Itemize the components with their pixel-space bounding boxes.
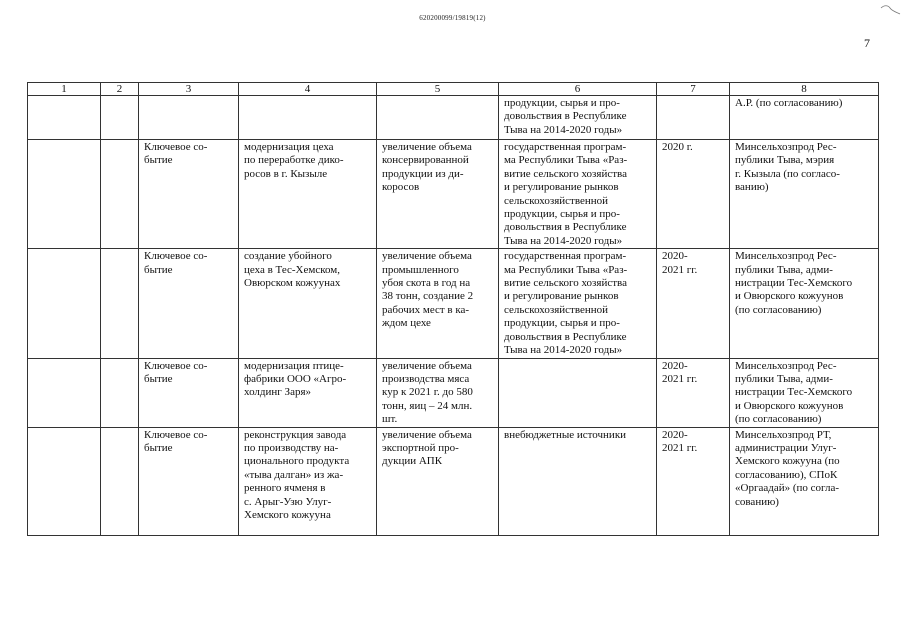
column-number-header: 7 — [657, 83, 730, 96]
table-cell-source: продукции, сырья и про- довольствия в Республике Тыва на 2014-2020 годы» — [499, 96, 657, 140]
table-cell-col1 — [28, 249, 101, 358]
table-cell-source: государственная програм- ма Республики Тыва «Раз- витие сельского хозяйства и регулирование рынков сельскохозяйственной продукции, сырья и про- довольствия в Республике Тыва на 2014-2020 годы» — [499, 140, 657, 249]
table-cell-period — [657, 96, 730, 140]
table-cell-responsible: Минсельхозпрод Рес- публики Тыва, адми- нистрации Тес-Хемского и Овюрского кожуунов (по согласованию) — [730, 249, 879, 358]
table-cell-result: увеличение объема промышленного убоя скота в год на 38 тонн, создание 2 рабочих мест в ка- ждом цехе — [377, 249, 499, 358]
table-cell-event-type: Ключевое со- бытие — [139, 140, 239, 249]
table-cell-event-type — [139, 96, 239, 140]
table-cell-event-type: Ключевое со- бытие — [139, 249, 239, 358]
events-table — [27, 82, 879, 536]
table-cell-responsible: Минсельхозпрод РТ, администрации Улуг- Хемского кожууна (по согласованию), СПоК «Оргаадай» (по согла- сованию) — [730, 427, 879, 535]
column-number-header: 5 — [377, 83, 499, 96]
table-cell-col1 — [28, 427, 101, 535]
table-cell-col2 — [101, 140, 139, 249]
table-cell-responsible: Минсельхозпрод Рес- публики Тыва, мэрия г. Кызыла (по согласо- ванию) — [730, 140, 879, 249]
table-cell-col1 — [28, 140, 101, 249]
table-cell-col2 — [101, 427, 139, 535]
table-cell-event-name: модернизация птице- фабрики ООО «Агро- холдинг Заря» — [239, 358, 377, 427]
document-id: 620200099/19819(12) — [419, 14, 486, 22]
table-row — [28, 140, 879, 249]
corner-scribble-mark — [880, 2, 902, 16]
table-cell-responsible: А.Р. (по согласованию) — [730, 96, 879, 140]
table-cell-event-name: модернизация цеха по переработке дико- росов в г. Кызыле — [239, 140, 377, 249]
table-cell-col1 — [28, 96, 101, 140]
table-cell-period: 2020- 2021 гг. — [657, 427, 730, 535]
table-cell-source: государственная програм- ма Республики Тыва «Раз- витие сельского хозяйства и регулирование рынков сельскохозяйственной продукции, сырья и про- довольствия в Республике Тыва на 2014-2020 годы» — [499, 249, 657, 358]
table-cell-period: 2020- 2021 гг. — [657, 249, 730, 358]
table-row — [28, 358, 879, 427]
table-cell-result: увеличение объема консервированной продукции из ди- коросов — [377, 140, 499, 249]
column-number-header-row — [28, 83, 879, 96]
table-row — [28, 249, 879, 358]
table-cell-event-name: реконструкция завода по производству на- ционального продукта «тыва далган» из жа- ренного ячменя в с. Арыг-Узю Улуг- Хемского кожууна — [239, 427, 377, 535]
column-number-header: 3 — [139, 83, 239, 96]
table-cell-event-type: Ключевое со- бытие — [139, 358, 239, 427]
table-cell-responsible: Минсельхозпрод Рес- публики Тыва, адми- нистрации Тес-Хемского и Овюрского кожуунов (по согласованию) — [730, 358, 879, 427]
page-number: 7 — [864, 36, 870, 50]
table-cell-source: внебюджетные источники — [499, 427, 657, 535]
table-cell-result: увеличение объема производства мяса кур к 2021 г. до 580 тонн, яиц – 24 млн. шт. — [377, 358, 499, 427]
table-row — [28, 96, 879, 140]
table-cell-col2 — [101, 96, 139, 140]
table-cell-result: увеличение объема экспортной про- дукции АПК — [377, 427, 499, 535]
table-cell-col1 — [28, 358, 101, 427]
column-number-header: 1 — [28, 83, 101, 96]
table-cell-col2 — [101, 358, 139, 427]
table-cell-event-name: создание убойного цеха в Тес-Хемском, Овюрском кожуунах — [239, 249, 377, 358]
column-number-header: 8 — [730, 83, 879, 96]
table-cell-col2 — [101, 249, 139, 358]
table-row — [28, 427, 879, 535]
column-number-header: 4 — [239, 83, 377, 96]
column-number-header: 6 — [499, 83, 657, 96]
table-cell-period: 2020 г. — [657, 140, 730, 249]
table-cell-event-name — [239, 96, 377, 140]
table-cell-event-type: Ключевое со- бытие — [139, 427, 239, 535]
table-cell-result — [377, 96, 499, 140]
table-cell-source — [499, 358, 657, 427]
table-cell-period: 2020- 2021 гг. — [657, 358, 730, 427]
column-number-header: 2 — [101, 83, 139, 96]
